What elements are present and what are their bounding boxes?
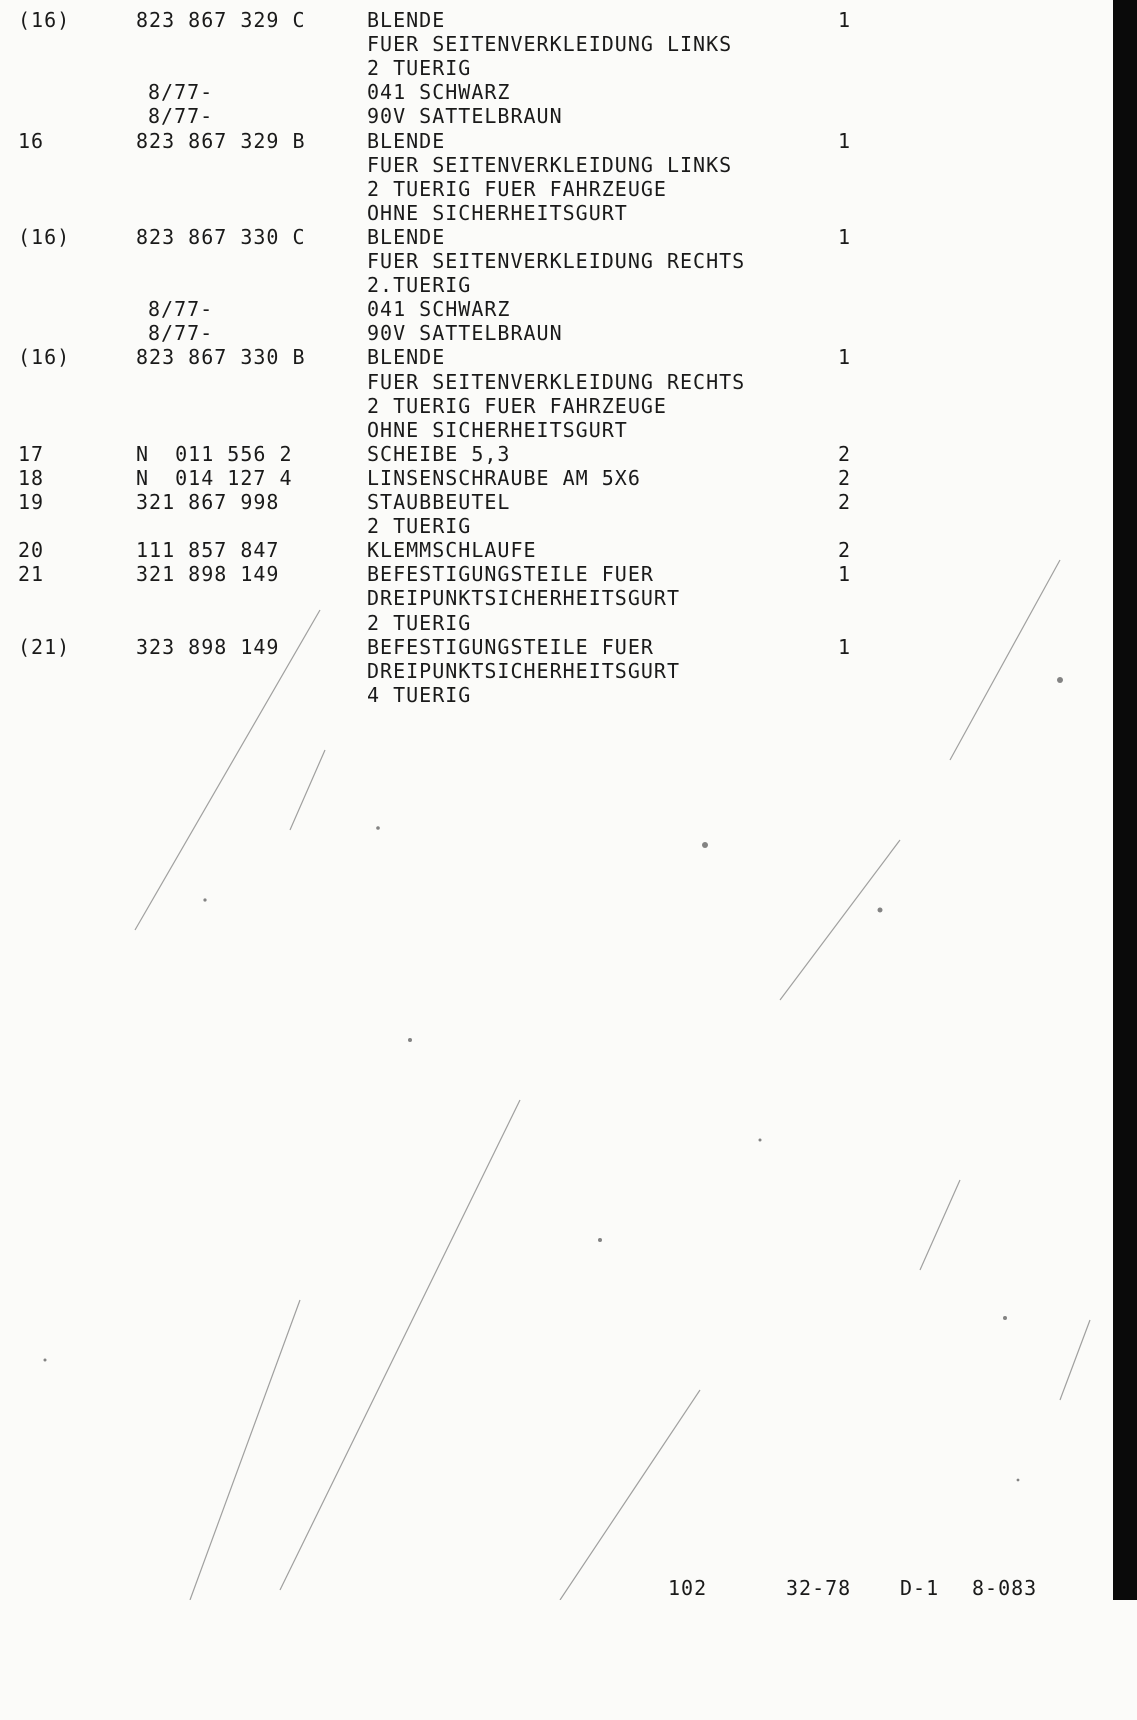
parts-row [0,129,1080,153]
parts-row [0,321,1080,345]
parts-row [0,586,1080,610]
description: BEFESTIGUNGSTEILE FUER [367,634,654,659]
description: STAUBBEUTEL [367,490,511,514]
footer-catalog-code: 32-78 [786,1576,852,1600]
parts-row [0,273,1080,297]
parts-row [0,466,1080,490]
parts-row [0,611,1080,635]
quantity: 2 [838,441,852,466]
position-number: 18 [18,465,45,490]
binding-edge [1113,0,1137,1600]
quantity: 1 [838,8,852,32]
description: 4 TUERIG [367,682,472,707]
parts-row [0,177,1080,201]
parts-row [0,442,1080,466]
description: 041 SCHWARZ [367,297,511,322]
description: 2 TUERIG FUER FAHRZEUGE [367,393,667,418]
part-number: N 011 556 2 [136,441,293,466]
description: 2.TUERIG [367,273,472,298]
part-number: 823 867 330 C [136,224,306,249]
description: OHNE SICHERHEITSGURT [367,200,628,225]
description: 90V SATTELBRAUN [367,321,563,346]
parts-row [0,225,1080,249]
description: DREIPUNKTSICHERHEITSGURT [367,658,680,683]
parts-row [0,153,1080,177]
quantity: 1 [838,128,852,153]
part-number: 321 867 998 [136,490,280,514]
position-number: 21 [18,562,45,587]
parts-row [0,659,1080,683]
description: DREIPUNKTSICHERHEITSGURT [367,586,680,611]
description: LINSENSCHRAUBE AM 5X6 [367,465,641,490]
parts-row [0,635,1080,659]
part-number: 321 898 149 [136,562,280,587]
quantity: 2 [838,538,852,563]
parts-row [0,418,1080,442]
quantity: 1 [838,562,852,587]
page-footer [0,1576,1080,1600]
position-number: 16 [18,128,45,153]
position-number: 20 [18,538,45,563]
description: BEFESTIGUNGSTEILE FUER [367,562,654,587]
description: BLENDE [367,128,446,153]
description: 041 SCHWARZ [367,80,511,105]
footer-reference: 8-083 [972,1576,1038,1600]
position-number: (16) [18,345,71,370]
date-code: 8/77- [148,104,214,129]
part-number: 823 867 329 C [136,8,306,32]
part-number: 823 867 330 B [136,345,306,370]
parts-row [0,104,1080,128]
footer-page-number: 102 [668,1576,708,1600]
quantity: 1 [838,634,852,659]
description: 2 TUERIG [367,610,472,635]
parts-row [0,370,1080,394]
parts-row [0,297,1080,321]
parts-row [0,249,1080,273]
part-number: 823 867 329 B [136,128,306,153]
position-number: 17 [18,441,45,466]
quantity: 1 [838,345,852,370]
parts-row [0,345,1080,369]
part-number: 323 898 149 [136,634,280,659]
parts-row [0,201,1080,225]
position-number: (21) [18,634,71,659]
parts-row [0,394,1080,418]
quantity: 1 [838,224,852,249]
parts-row [0,514,1080,538]
parts-row [0,490,1080,514]
description: 2 TUERIG [367,56,472,81]
description: FUER SEITENVERKLEIDUNG LINKS [367,32,733,57]
description: BLENDE [367,345,446,370]
description: 90V SATTELBRAUN [367,104,563,129]
quantity: 2 [838,465,852,490]
date-code: 8/77- [148,80,214,105]
parts-row [0,683,1080,707]
parts-row [0,32,1080,56]
parts-row [0,538,1080,562]
description: KLEMMSCHLAUFE [367,538,537,563]
description: BLENDE [367,224,446,249]
part-number: 111 857 847 [136,538,280,563]
description: 2 TUERIG [367,514,472,539]
parts-row [0,80,1080,104]
description: SCHEIBE 5,3 [367,441,511,466]
footer-section: D-1 [900,1576,940,1600]
description: FUER SEITENVERKLEIDUNG RECHTS [367,369,746,394]
parts-row [0,562,1080,586]
date-code: 8/77- [148,297,214,322]
part-number: N 014 127 4 [136,465,293,490]
position-number: 19 [18,490,45,514]
description: BLENDE [367,8,446,32]
description: OHNE SICHERHEITSGURT [367,417,628,442]
position-number: (16) [18,224,71,249]
quantity: 2 [838,490,852,514]
parts-row [0,56,1080,80]
date-code: 8/77- [148,321,214,346]
description: 2 TUERIG FUER FAHRZEUGE [367,176,667,201]
description: FUER SEITENVERKLEIDUNG LINKS [367,152,733,177]
position-number: (16) [18,8,71,32]
description: FUER SEITENVERKLEIDUNG RECHTS [367,249,746,273]
parts-row [0,8,1080,32]
